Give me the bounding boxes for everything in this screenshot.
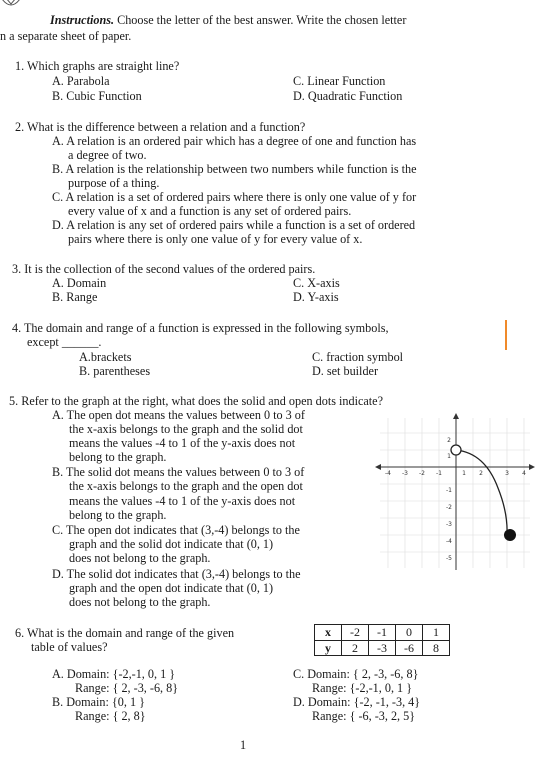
q1-option-b: B. Cubic Function bbox=[52, 89, 142, 103]
q4-option-b: B. parentheses bbox=[79, 364, 151, 378]
logo-icon bbox=[0, 0, 24, 10]
table-cell: 8 bbox=[423, 640, 450, 656]
open-dot bbox=[451, 445, 461, 455]
q6-option-b-range: Range: { 2, 8} bbox=[75, 709, 146, 723]
q3-option-c: C. X-axis bbox=[293, 276, 340, 290]
q5-stem: 5. Refer to the graph at the right, what does the solid and open dots indicate? bbox=[9, 394, 383, 408]
q6-option-a: A. Domain: {-2,-1, 0, 1 } bbox=[52, 667, 176, 681]
q5-option-a: A. The open dot means the values between 0 to 3 of bbox=[52, 408, 305, 422]
table-cell: 1 bbox=[423, 625, 450, 641]
table-cell: -2 bbox=[342, 625, 369, 641]
instructions-text: Choose the letter of the best answer. Write the chosen letter bbox=[117, 13, 407, 27]
q2-option-a: A. A relation is an ordered pair which has a degree of one and function has bbox=[52, 134, 417, 148]
q2-option-c: C. A relation is a set of ordered pairs where there is only one value of y for bbox=[52, 190, 417, 204]
q6-stem: 6. What is the domain and range of the given bbox=[15, 626, 235, 640]
q1-option-a: A. Parabola bbox=[52, 74, 110, 88]
q3-option-b: B. Range bbox=[52, 290, 98, 304]
y-tick-label: -5 bbox=[446, 555, 452, 562]
q2-option-d-cont: pairs where there is only one value of y for every value of x. bbox=[68, 232, 363, 246]
q6-option-c-range: Range: {-2,-1, 0, 1 } bbox=[312, 681, 413, 695]
graph-curve bbox=[456, 450, 507, 535]
graph-arrow-up bbox=[453, 413, 459, 419]
x-tick-label: -4 bbox=[385, 470, 391, 477]
table-cell: 2 bbox=[342, 640, 369, 656]
q2-option-c-cont: every value of x and a function is any set of ordered pairs. bbox=[68, 204, 352, 218]
y-tick-label: -1 bbox=[446, 487, 452, 494]
q6-stem-cont: table of values? bbox=[31, 640, 108, 654]
q5-option-a-cont1: the x-axis belongs to the graph and the solid dot bbox=[69, 422, 303, 436]
q3-option-d: D. Y-axis bbox=[293, 290, 339, 304]
q5-option-b-cont1: the x-axis belongs to the graph and the open dot bbox=[69, 479, 303, 493]
q5-option-a-cont3: belong to the graph. bbox=[69, 450, 167, 464]
q5-option-c: C. The open dot indicates that (3,-4) belongs to the bbox=[52, 523, 300, 537]
q6-option-d-range: Range: { -6, -3, 2, 5} bbox=[312, 709, 416, 723]
q4-option-d: D. set builder bbox=[312, 364, 379, 378]
q5-option-c-cont2: does not belong to the graph. bbox=[69, 551, 211, 565]
table-cell: -3 bbox=[369, 640, 396, 656]
table-row bbox=[315, 625, 450, 641]
q2-option-b-cont: purpose of a thing. bbox=[68, 176, 160, 190]
x-tick-label: -3 bbox=[402, 470, 408, 477]
y-tick-label: -2 bbox=[446, 504, 452, 511]
q4-option-c: C. fraction symbol bbox=[312, 350, 404, 364]
graph-arrow-right bbox=[529, 464, 535, 470]
x-tick-label: -2 bbox=[419, 470, 425, 477]
q5-option-b: B. The solid dot means the values between 0 to 3 of bbox=[52, 465, 305, 479]
q4-option-a: A.brackets bbox=[79, 350, 132, 364]
q2-option-a-cont: a degree of two. bbox=[68, 148, 147, 162]
q5-graph bbox=[375, 413, 535, 573]
instructions-label: Instructions. bbox=[50, 13, 115, 27]
graph-grid bbox=[380, 418, 530, 568]
q6-option-b: B. Domain: {0, 1 } bbox=[52, 695, 145, 709]
x-tick-label: 2 bbox=[479, 470, 483, 477]
table-cell: -6 bbox=[396, 640, 423, 656]
q6-option-c: C. Domain: { 2, -3, -6, 8} bbox=[293, 667, 419, 681]
x-tick-label: 3 bbox=[505, 470, 509, 477]
q3-option-a: A. Domain bbox=[52, 276, 107, 290]
x-tick-label: 1 bbox=[462, 470, 466, 477]
q5-option-a-cont2: means the values -4 to 1 of the y-axis does not bbox=[69, 436, 296, 450]
q5-option-d: D. The solid dot indicates that (3,-4) belongs to the bbox=[52, 567, 301, 581]
table-cell: -1 bbox=[369, 625, 396, 641]
q6-option-a-range: Range: { 2, -3, -6, 8} bbox=[75, 681, 179, 695]
q2-option-d: D. A relation is any set of ordered pairs while a function is a set of ordered bbox=[52, 218, 416, 232]
q2-stem: 2. What is the difference between a relation and a function? bbox=[15, 120, 306, 134]
q3-stem: 3. It is the collection of the second values of the ordered pairs. bbox=[12, 262, 316, 276]
q4-stem: 4. The domain and range of a function is expressed in the following symbols, bbox=[12, 321, 389, 335]
table-row bbox=[315, 640, 450, 656]
y-tick-label: -4 bbox=[446, 538, 452, 545]
q4-stem-cont: except ______. bbox=[27, 335, 102, 349]
q2-option-b: B. A relation is the relationship between two numbers while function is the bbox=[52, 162, 417, 176]
page-number: 1 bbox=[240, 738, 247, 752]
table-cell: 0 bbox=[396, 625, 423, 641]
q6-option-d: D. Domain: {-2, -1, -3, 4} bbox=[293, 695, 421, 709]
values-table bbox=[314, 624, 450, 656]
q5-option-b-cont3: belong to the graph. bbox=[69, 508, 167, 522]
x-tick-label: -1 bbox=[436, 470, 442, 477]
q1-stem: 1. Which graphs are straight line? bbox=[15, 59, 180, 73]
table-header-y: y bbox=[315, 640, 342, 656]
x-tick-label: 4 bbox=[522, 470, 526, 477]
q5-option-b-cont2: means the values -4 to 1 of the y-axis does not bbox=[69, 494, 296, 508]
q5-option-d-cont1: graph and the open dot indicate that (0, 1) bbox=[69, 581, 274, 595]
instructions-line2: n a separate sheet of paper. bbox=[0, 29, 132, 43]
table-header-x: x bbox=[315, 625, 342, 641]
q5-option-c-cont1: graph and the solid dot indicate that (0, 1) bbox=[69, 537, 274, 551]
q5-option-d-cont2: does not belong to the graph. bbox=[69, 595, 211, 609]
q1-option-d: D. Quadratic Function bbox=[293, 89, 403, 103]
y-tick-label: 1 bbox=[447, 453, 451, 460]
instructions bbox=[50, 13, 406, 28]
y-tick-label: 2 bbox=[447, 437, 451, 444]
solid-dot bbox=[504, 529, 516, 541]
text-cursor bbox=[505, 320, 507, 350]
y-tick-label: -3 bbox=[446, 521, 452, 528]
q1-option-c: C. Linear Function bbox=[293, 74, 386, 88]
graph-arrow-left bbox=[375, 464, 381, 470]
